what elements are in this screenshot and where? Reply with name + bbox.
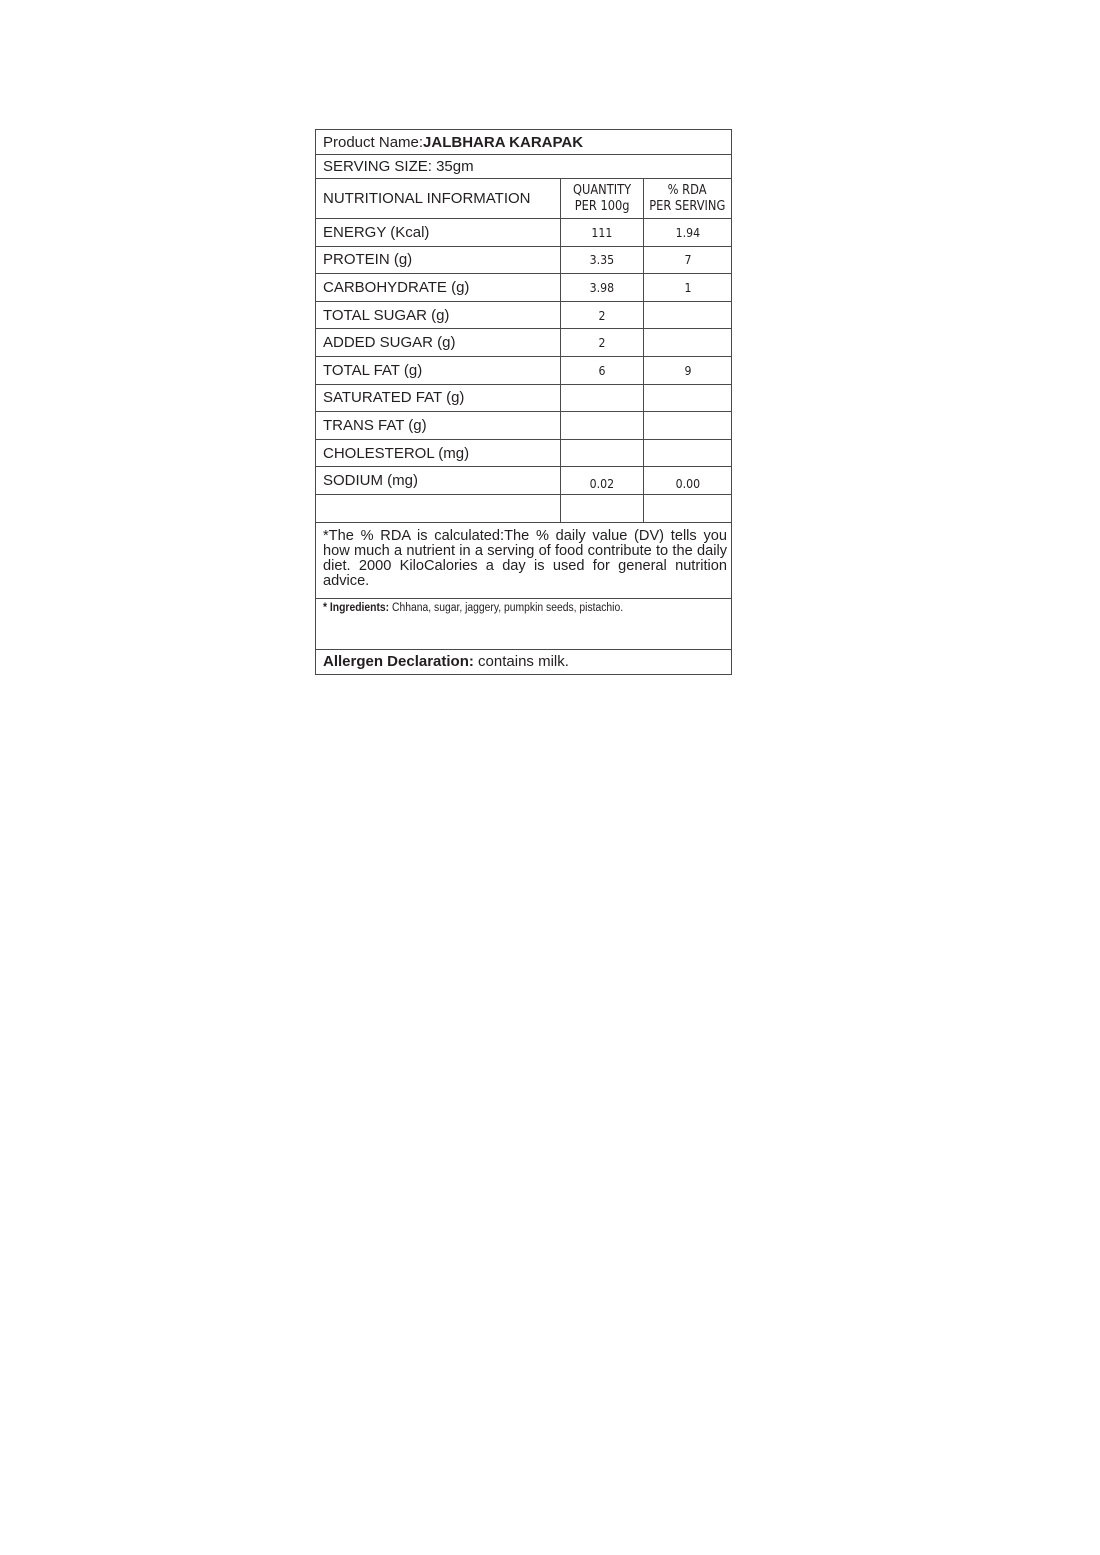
nutrient-rda: 1 xyxy=(683,279,691,295)
table-row xyxy=(316,440,731,468)
table-row xyxy=(316,357,731,385)
serving-size-text: SERVING SIZE: 35gm xyxy=(323,158,474,175)
nutrient-name: ENERGY (Kcal) xyxy=(316,219,561,246)
table-row xyxy=(316,329,731,357)
nutrient-rda: 0.00 xyxy=(675,475,700,491)
rda-note-row xyxy=(316,523,731,599)
nutrient-name: CHOLESTEROL (mg) xyxy=(316,440,561,467)
table-row xyxy=(316,219,731,247)
ingredients-text xyxy=(316,599,660,614)
nutrient-name: SODIUM (mg) xyxy=(316,467,561,494)
table-row xyxy=(316,247,731,275)
nutrient-quantity xyxy=(561,385,644,412)
nutrient-name: CARBOHYDRATE (g) xyxy=(316,274,561,301)
nutritional-info-header: NUTRITIONAL INFORMATION xyxy=(316,179,561,218)
nutrient-name: TRANS FAT (g) xyxy=(316,412,561,439)
nutrient-rda: 9 xyxy=(683,362,691,378)
nutrient-quantity: 6 xyxy=(561,357,644,384)
product-name-label: Product Name: xyxy=(323,133,424,151)
nutrient-quantity: 111 xyxy=(561,219,644,246)
nutrition-label xyxy=(315,129,732,675)
nutrient-rda xyxy=(644,412,731,439)
quantity-header xyxy=(561,179,644,218)
nutrient-name: TOTAL SUGAR (g) xyxy=(316,302,561,329)
empty-rda-cell xyxy=(644,495,731,522)
ingredients-label: * Ingredients: xyxy=(323,601,390,614)
rda-header xyxy=(644,179,731,218)
nutrient-name: SATURATED FAT (g) xyxy=(316,385,561,412)
product-name-value: JALBHARA KARAPAK xyxy=(423,133,584,151)
allergen-value: contains milk. xyxy=(473,653,569,671)
table-row xyxy=(316,302,731,330)
table-row xyxy=(316,467,731,495)
nutrient-quantity: 3.35 xyxy=(561,247,644,274)
ingredients-value: Chhana, sugar, jaggery, pumpkin seeds, pistachio. xyxy=(389,601,624,614)
rda-header-line2: PER SERVING xyxy=(649,198,726,214)
empty-table-row xyxy=(316,495,731,523)
allergen-label: Allergen Declaration: xyxy=(323,653,474,671)
nutrient-rda xyxy=(644,385,731,412)
nutrient-rda xyxy=(644,440,731,467)
product-name-row xyxy=(316,130,731,155)
nutrient-rda xyxy=(644,302,731,329)
nutrient-name: TOTAL FAT (g) xyxy=(316,357,561,384)
table-row xyxy=(316,274,731,302)
table-row xyxy=(316,385,731,413)
serving-size-row xyxy=(316,155,731,179)
nutrient-rda: 1.94 xyxy=(675,224,700,240)
nutrient-quantity: 0.02 xyxy=(561,467,644,494)
rda-note-text: *The % RDA is calculated:The % daily value (DV) tells you how much a nutrient in a serving of food contribute to the daily diet. 2000 KiloCalories a day is used for general nutrition advice. xyxy=(323,527,727,589)
nutrient-quantity xyxy=(561,412,644,439)
nutrient-rda: 7 xyxy=(683,252,691,268)
empty-quantity-cell xyxy=(561,495,644,522)
nutrient-name: ADDED SUGAR (g) xyxy=(316,329,561,356)
nutrient-quantity: 2 xyxy=(561,329,644,356)
table-header-row xyxy=(316,179,731,219)
table-row xyxy=(316,412,731,440)
nutrient-quantity: 2 xyxy=(561,302,644,329)
nutrient-rda xyxy=(644,329,731,356)
ingredients-row xyxy=(316,599,731,650)
empty-name-cell xyxy=(316,495,561,522)
nutrient-quantity xyxy=(561,440,644,467)
nutrient-name: PROTEIN (g) xyxy=(316,247,561,274)
rda-header-line1: % RDA xyxy=(668,182,707,198)
nutrient-quantity: 3.98 xyxy=(561,274,644,301)
allergen-row xyxy=(316,650,731,674)
quantity-header-line1: QUANTITY xyxy=(572,182,632,198)
quantity-header-line2: PER 100g xyxy=(574,198,630,214)
